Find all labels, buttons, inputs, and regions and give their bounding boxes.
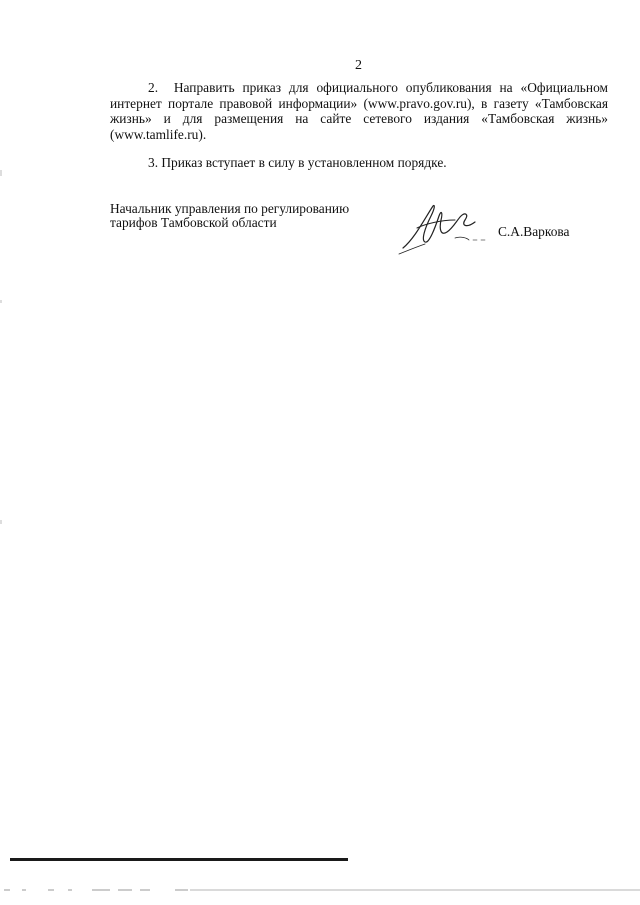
paragraph-2-number: 2.: [148, 80, 159, 95]
scan-noise-line: [0, 888, 640, 892]
signer-title-line-1: Начальник управления по регулированию: [110, 201, 350, 216]
signer-title-line-2: тарифов Тамбовской области: [110, 215, 277, 230]
signer-name: С.А.Варкова: [498, 224, 570, 239]
paragraph-3-text: 3. Приказ вступает в силу в установленном порядке.: [148, 155, 447, 170]
bottom-rule: [10, 858, 348, 861]
signer-title: [110, 202, 390, 230]
scan-edge: [0, 0, 2, 905]
page-number: 2: [355, 58, 362, 73]
handwritten-signature-icon: [395, 198, 490, 258]
paragraph-2-text: Направить приказ для официального опубликования на «Официальном интернет портале правовой информации» (www.pravo.gov.ru), в газету «Тамбовская жизнь» и для размещения на сайте сетевого издания «Тамбовская жизнь» (www.tamlife.ru).: [110, 80, 608, 142]
paragraph-2: [110, 80, 608, 142]
paragraph-3: [110, 155, 608, 171]
